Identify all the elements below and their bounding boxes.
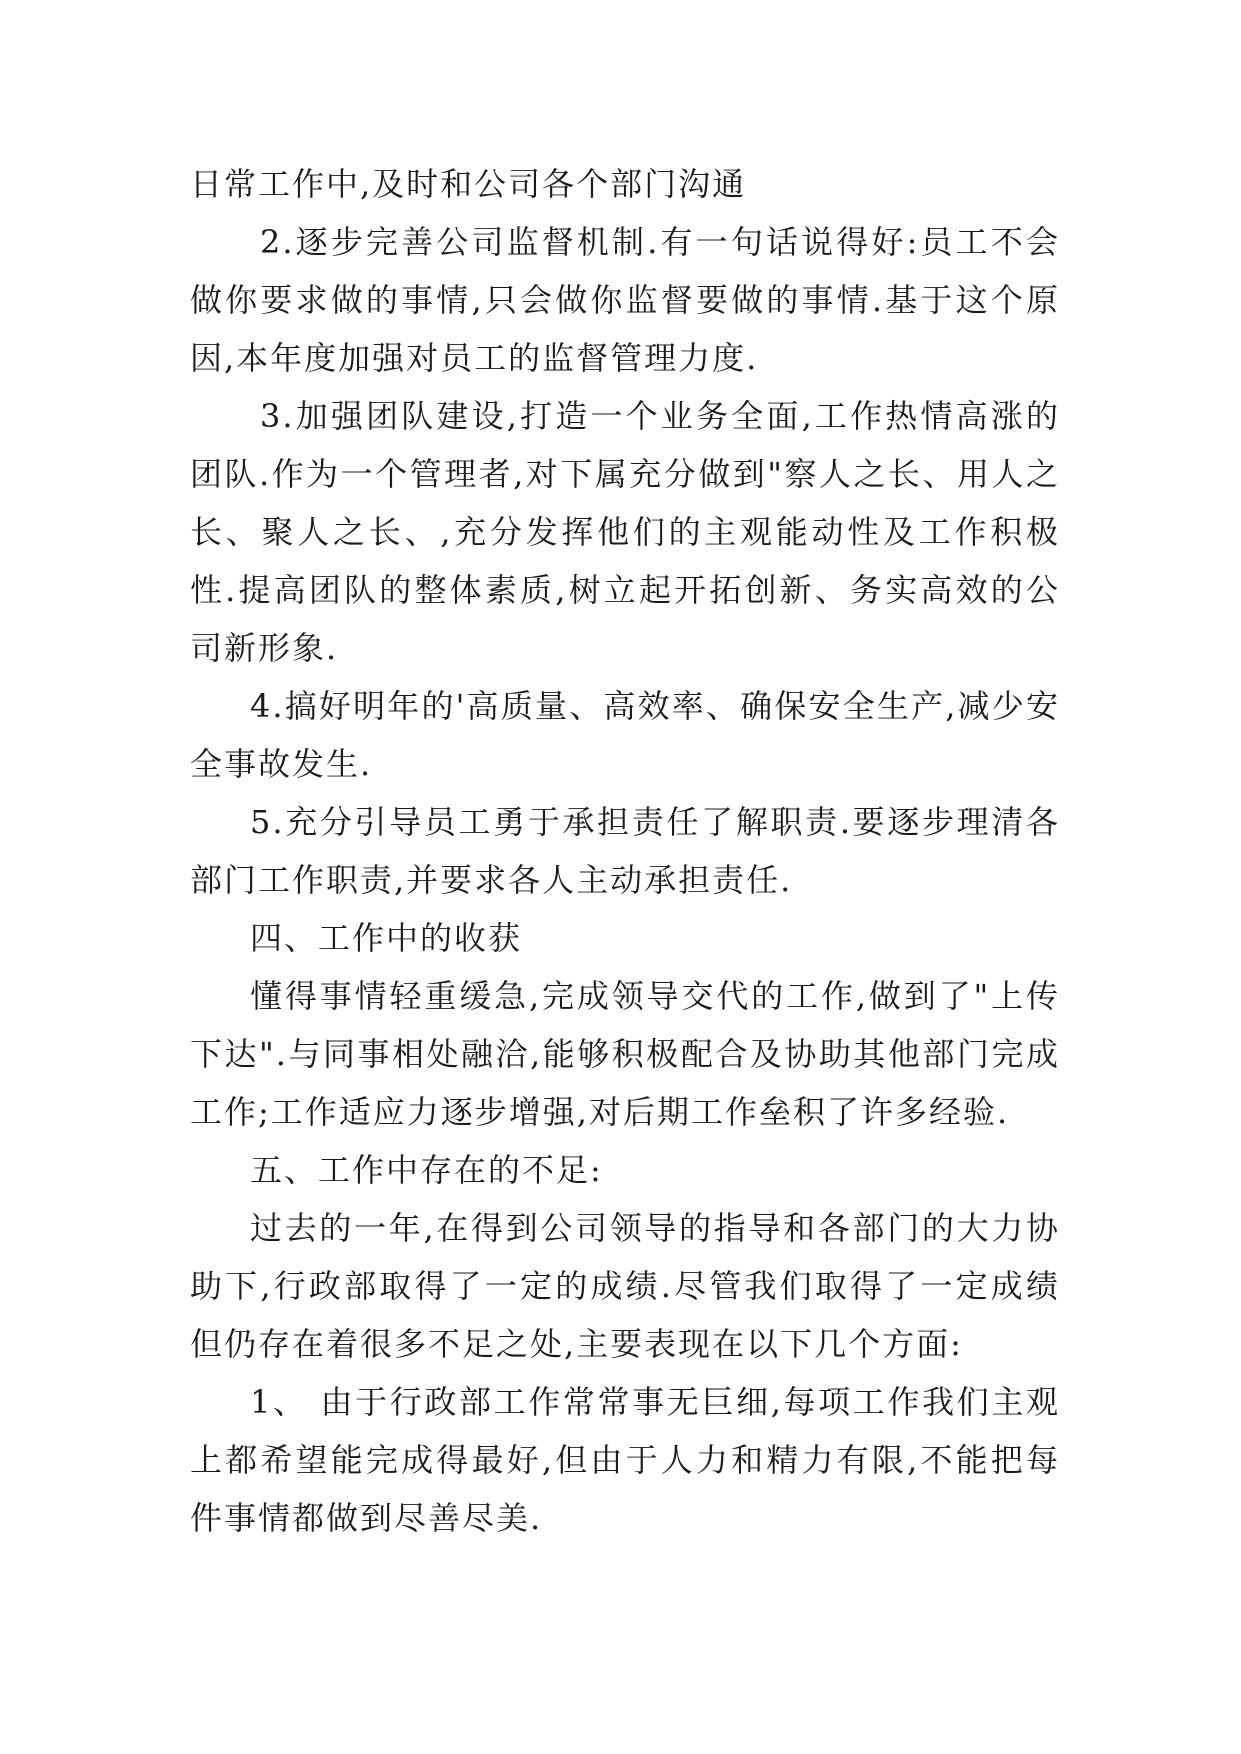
paragraph-item-3: 3.加强团队建设,打造一个业务全面,工作热情高涨的团队.作为一个管理者,对下属充分做到"察人之长、用人之长、聚人之长、,充分发挥他们的主观能动性及工作积极性.提高团队的整体素质,树立起开拓创新、务实高效的公司新形象. [190,397,1060,667]
section-heading-shortcomings: 五、工作中存在的不足: [250,1151,603,1189]
paragraph-item-2: 2.逐步完善公司监督机制.有一句话说得好:员工不会做你要求做的事情,只会做你监督要做的事情.基于这个原因,本年度加强对员工的监督管理力度. [190,223,1060,377]
paragraph-shortcomings-intro: 过去的一年,在得到公司领导的指导和各部门的大力协助下,行政部取得了一定的成绩.尽管我们取得了一定成绩但仍存在着很多不足之处,主要表现在以下几个方面: [190,1209,1060,1363]
paragraph-gains: 懂得事情轻重缓急,完成领导交代的工作,做到了"上传下达".与同事相处融洽,能够积极配合及协助其他部门完成工作;工作适应力逐步增强,对后期工作垒积了许多经验. [190,977,1060,1131]
paragraph-item-4: 4.搞好明年的'高质量、高效率、确保安全生产,减少安全事故发生. [190,687,1060,783]
paragraph-continuation: 日常工作中,及时和公司各个部门沟通 [190,165,747,203]
paragraph-shortcoming-1: 1、 由于行政部工作常常事无巨细,每项工作我们主观上都希望能完成得最好,但由于人力和精力有限,不能把每件事情都做到尽善尽美. [190,1383,1060,1537]
section-heading-gains: 四、工作中的收获 [250,919,523,957]
paragraph-item-5: 5.充分引导员工勇于承担责任了解职责.要逐步理清各部门工作职责,并要求各人主动承担责任. [190,803,1060,899]
document-body [190,155,1060,1547]
